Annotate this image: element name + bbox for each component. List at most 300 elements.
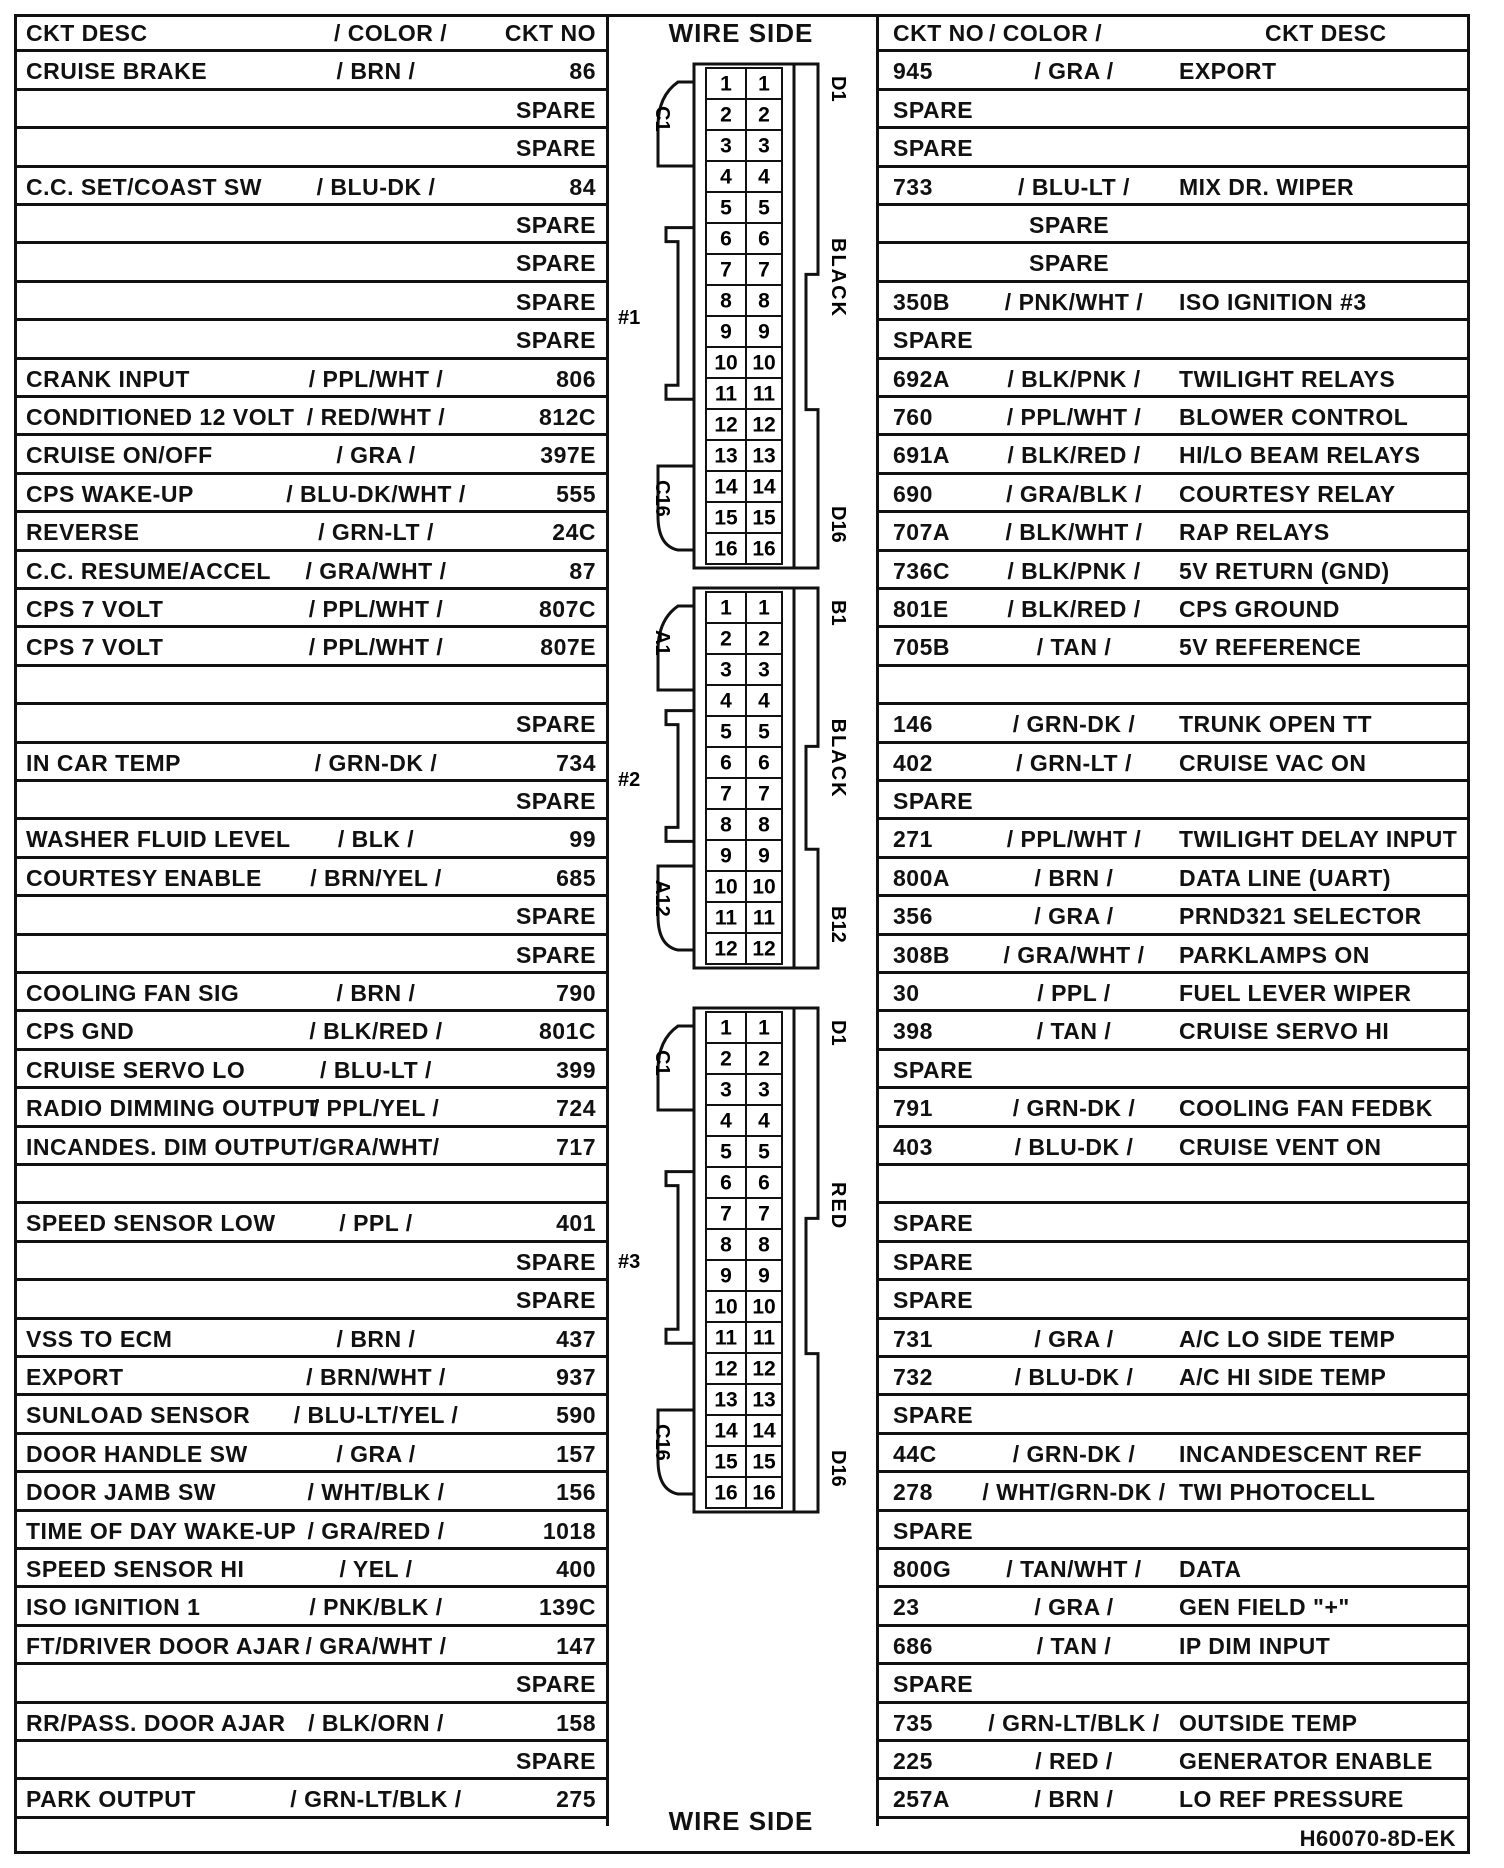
left-circuit-desc: DOOR JAMB SW [26,1479,216,1506]
right-row-44 [879,1704,1467,1742]
left-circuit-desc: PARK OUTPUT [26,1786,196,1813]
right-circuit-number: 271 [893,826,933,853]
right-row-20 [879,782,1467,820]
pin-number: 7 [720,782,732,806]
pin-number: 15 [752,506,776,530]
right-row-3 [879,129,1467,167]
left-circuit-desc: CONDITIONED 12 VOLT [26,404,295,430]
right-row-7 [879,283,1467,321]
pin-number: 8 [758,813,770,837]
left-circuit-desc: REVERSE [26,519,140,546]
right-circuit-number: 705B [893,634,950,661]
right-circuit-number: 30 [893,980,920,1006]
right-circuit-desc: BLOWER CONTROL [1179,404,1409,430]
pin-number: 12 [714,937,738,961]
right-spare-label: SPARE [1029,212,1110,238]
right-circuit-desc: CPS GROUND [1179,596,1340,622]
right-wire-color: / PPL / [1037,980,1111,1006]
right-circuit-number: 735 [893,1709,933,1736]
right-circuit-desc: DATA [1179,1556,1242,1582]
left-spare-label: SPARE [515,327,596,354]
right-wire-color: / GRA / [1034,903,1114,930]
cavity-label-bottom-left: C16 [651,1424,673,1461]
left-circuit-desc: COURTESY ENABLE [26,864,262,891]
left-circuit-desc: IN CAR TEMP [26,749,181,776]
left-wire-color: / BLK / [337,826,415,853]
cavity-label-bottom-right: D16 [827,1450,849,1487]
right-wire-color: / PPL/WHT / [1006,404,1142,430]
right-spare-label: SPARE [893,1671,974,1698]
left-row-25 [14,974,606,1012]
right-header-ckt: CKT NO [893,20,985,46]
left-wire-color: / GRN-LT / [318,519,434,546]
left-spare-label: SPARE [515,1287,596,1314]
right-row-37 [879,1435,1467,1473]
left-spare-label: SPARE [515,903,596,930]
pin-number: 9 [758,1264,770,1288]
left-wire-color: / GRA/WHT / [305,1632,447,1659]
right-circuit-number: 732 [893,1364,933,1390]
left-circuit-number: 147 [556,1632,596,1659]
pin-number: 11 [752,1326,776,1350]
right-row-34 [879,1320,1467,1358]
right-wire-color: / BLU-LT / [1018,173,1130,200]
pin-number: 9 [758,844,770,868]
left-circuit-number: 158 [556,1709,596,1736]
left-row-28 [14,1089,606,1127]
pin-number: 7 [758,782,770,806]
left-circuit-desc: INCANDES. DIM OUTPUT [26,1133,312,1160]
left-circuit-number: 99 [569,826,596,853]
pin-number: 11 [714,1326,738,1350]
right-circuit-desc: GEN FIELD "+" [1179,1594,1350,1621]
left-spare-label: SPARE [515,250,596,277]
left-row-3 [14,129,606,167]
pin-number: 1 [720,596,732,620]
connector-key-profile [794,64,818,568]
pin-number: 7 [758,1202,770,1226]
left-pin-table [14,14,609,1826]
right-header-desc: CKT DESC [1265,20,1387,46]
left-row-23 [14,897,606,935]
left-circuit-number: 87 [569,557,596,584]
left-circuit-number: 724 [556,1095,596,1122]
right-circuit-desc: DATA LINE (UART) [1179,864,1391,891]
left-circuit-number: 812C [539,404,596,430]
left-row-10 [14,398,606,436]
left-wire-color: / GRN-LT/BLK / [290,1786,462,1813]
pin-number: 1 [758,72,770,96]
pin-number: 5 [758,196,770,220]
pin-number: 14 [714,1419,738,1443]
right-wire-color: / TAN / [1036,1018,1112,1045]
left-row-26 [14,1012,606,1050]
right-row-33 [879,1281,1467,1319]
right-spare-label: SPARE [893,788,974,814]
cavity-label-top-left: C1 [651,106,673,132]
connector-color-label: BLACK [827,238,849,318]
pin-number: 4 [720,1109,732,1133]
pin-number: 6 [758,1171,770,1195]
right-circuit-number: 692A [893,365,950,392]
pin-number: 10 [752,875,776,899]
right-circuit-number: 308B [893,941,950,968]
connector-name: #3 [618,1251,641,1273]
right-circuit-desc: CRUISE VAC ON [1179,749,1367,776]
left-wire-color: / BLU-DK / [316,173,436,200]
right-wire-color: / BLK/PNK / [1007,365,1141,392]
right-row-6 [879,244,1467,282]
pin-number: 9 [758,320,770,344]
pin-number: 1 [758,1016,770,1040]
connector-2-drawing [606,580,876,976]
right-row-32 [879,1243,1467,1281]
pin-number: 13 [752,444,776,468]
left-circuit-desc: ISO IGNITION 1 [26,1594,201,1621]
pin-number: 2 [720,627,732,651]
pin-number: 9 [720,320,732,344]
left-circuit-number: 84 [569,173,596,200]
left-wire-color: / GRA / [336,442,416,469]
left-spare-label: SPARE [515,288,596,315]
left-row-4 [14,168,606,206]
pin-number: 12 [752,937,776,961]
left-circuit-number: 139C [539,1594,596,1621]
pin-number: 7 [720,258,732,282]
right-row-39 [879,1512,1467,1550]
pin-number: 10 [714,1295,738,1319]
left-circuit-number: 807E [540,634,596,661]
right-circuit-desc: 5V REFERENCE [1179,634,1362,661]
right-circuit-desc: GENERATOR ENABLE [1179,1748,1433,1774]
left-circuit-desc: CRUISE BRAKE [26,58,208,85]
right-circuit-number: 707A [893,519,950,546]
left-row-7 [14,283,606,321]
left-row-22 [14,859,606,897]
right-circuit-desc: LO REF PRESSURE [1179,1786,1404,1813]
pin-number: 6 [720,227,732,251]
pin-number: 15 [714,506,738,530]
right-circuit-desc: TWI PHOTOCELL [1179,1479,1376,1506]
right-circuit-number: 225 [893,1748,933,1774]
right-wire-color: / PPL/WHT / [1006,826,1142,853]
left-wire-color: / BRN / [336,58,416,85]
pin-number: 2 [720,1047,732,1071]
document-code: H60070-8D-EK [1299,1826,1456,1851]
right-wire-color: / GRN-LT/BLK / [988,1709,1160,1736]
left-wire-color: / RED/WHT / [306,404,446,430]
left-circuit-number: 801C [539,1018,596,1045]
left-row-37 [14,1435,606,1473]
left-wire-color: / BLK/RED / [309,1018,443,1045]
pin-number: 13 [714,444,738,468]
right-wire-color: / BLK/RED / [1007,596,1141,622]
connector-key-profile [794,588,818,968]
right-wire-color: / TAN / [1036,634,1112,661]
connector-clip [666,1172,694,1344]
pin-number: 6 [758,751,770,775]
right-circuit-number: 686 [893,1632,933,1659]
left-circuit-number: 157 [556,1440,596,1467]
left-circuit-number: 790 [556,980,596,1006]
left-row-18 [14,705,606,743]
left-row-39 [14,1512,606,1550]
right-circuit-number: 350B [893,288,950,315]
left-spare-label: SPARE [515,941,596,968]
left-circuit-number: 401 [556,1210,596,1237]
left-circuit-desc: TIME OF DAY WAKE-UP [26,1517,297,1544]
right-spare-label: SPARE [893,1248,974,1275]
right-wire-color: / GRN-LT / [1016,749,1132,776]
pin-number: 8 [720,1233,732,1257]
right-spare-label: SPARE [893,135,974,162]
right-row-10 [879,398,1467,436]
right-wire-color: / TAN/WHT / [1006,1556,1142,1582]
pin-number: 1 [720,72,732,96]
right-circuit-number: 760 [893,404,933,430]
right-circuit-desc: OUTSIDE TEMP [1179,1709,1358,1736]
pin-number: 11 [714,382,738,406]
right-row-19 [879,744,1467,782]
right-circuit-number: 402 [893,749,933,776]
right-wire-color: / BLK/WHT / [1005,519,1143,546]
left-circuit-number: 399 [556,1056,596,1083]
pin-number: 8 [758,289,770,313]
pin-number: 16 [714,1481,738,1505]
left-row-45 [14,1742,606,1780]
pin-number: 12 [714,1357,738,1381]
right-wire-color: / GRN-DK / [1012,711,1136,738]
left-row-20 [14,782,606,820]
pin-number: 6 [720,1171,732,1195]
pin-number: 3 [758,658,770,682]
pin-number: 9 [720,844,732,868]
right-wire-color: / GRA / [1034,1325,1114,1352]
left-circuit-desc: VSS TO ECM [26,1325,173,1352]
right-row-45 [879,1742,1467,1780]
left-row-8 [14,321,606,359]
pin-number: 13 [714,1388,738,1412]
left-row-33 [14,1281,606,1319]
right-wire-color: / BLK/RED / [1007,442,1141,469]
left-circuit-desc: C.C. SET/COAST SW [26,173,262,200]
right-circuit-desc: HI/LO BEAM RELAYS [1179,442,1421,469]
left-circuit-number: 86 [569,58,596,85]
left-circuit-desc: FT/DRIVER DOOR AJAR [26,1632,301,1659]
left-row-41 [14,1588,606,1626]
left-wire-color: / YEL / [339,1556,413,1582]
right-circuit-number: 691A [893,442,950,469]
right-circuit-desc: PARKLAMPS ON [1179,941,1370,968]
pin-number: 1 [758,596,770,620]
left-row-6 [14,244,606,282]
right-circuit-desc: TWILIGHT RELAYS [1179,365,1396,392]
right-row-30 [879,1166,1467,1204]
left-row-32 [14,1243,606,1281]
pin-number: 8 [758,1233,770,1257]
left-spare-label: SPARE [515,212,596,238]
right-spare-label: SPARE [893,1402,974,1429]
right-wire-color: / WHT/GRN-DK / [982,1479,1166,1506]
pin-number: 14 [714,475,738,499]
pin-number: 4 [758,165,770,189]
right-row-17 [879,667,1467,705]
right-circuit-number: 23 [893,1594,920,1621]
left-circuit-desc: SUNLOAD SENSOR [26,1402,251,1429]
right-wire-color: / GRN-DK / [1012,1095,1136,1122]
right-spare-label: SPARE [893,1056,974,1083]
right-row-41 [879,1588,1467,1626]
right-spare-label: SPARE [1029,250,1110,277]
right-header-row [879,14,1467,52]
right-row-31 [879,1204,1467,1242]
left-circuit-desc: CPS WAKE-UP [26,480,194,507]
connector-color-label: BLACK [827,718,849,799]
right-circuit-desc: ISO IGNITION #3 [1179,288,1367,315]
pin-number: 11 [752,906,776,930]
left-row-38 [14,1473,606,1511]
left-circuit-number: 806 [556,365,596,392]
left-circuit-number: 807C [539,596,596,622]
right-circuit-number: 731 [893,1325,933,1352]
right-circuit-number: 800A [893,864,950,891]
left-wire-color: / PPL/YEL / [312,1095,440,1122]
right-spare-label: SPARE [893,96,974,123]
left-row-19 [14,744,606,782]
left-row-9 [14,360,606,398]
left-header-desc: CKT DESC [26,20,148,46]
pin-number: 3 [758,134,770,158]
pin-number: 2 [758,627,770,651]
left-spare-label: SPARE [515,711,596,738]
left-circuit-desc: RADIO DIMMING OUTPUT [26,1095,320,1122]
left-spare-label: SPARE [515,1748,596,1774]
left-row-27 [14,1051,606,1089]
wire-side-label-bottom: WIRE SIDE [668,1806,814,1836]
left-circuit-desc: SPEED SENSOR LOW [26,1210,276,1237]
right-row-24 [879,936,1467,974]
left-spare-label: SPARE [515,1671,596,1698]
left-row-34 [14,1320,606,1358]
left-row-5 [14,206,606,244]
right-row-43 [879,1665,1467,1703]
pin-number: 4 [720,165,732,189]
right-wire-color: / GRA / [1034,1594,1114,1621]
right-circuit-number: 791 [893,1095,933,1122]
right-spare-label: SPARE [893,1287,974,1314]
left-row-46 [14,1780,606,1818]
pin-number: 10 [714,875,738,899]
left-header-row [14,14,606,52]
right-circuit-desc: INCANDESCENT REF [1179,1440,1423,1467]
right-row-12 [879,475,1467,513]
pin-number: 3 [720,658,732,682]
left-wire-color: / PPL/WHT / [308,365,444,392]
pin-number: 8 [720,289,732,313]
right-circuit-number: 398 [893,1018,933,1045]
right-wire-color: / BRN / [1034,864,1114,891]
right-circuit-number: 403 [893,1133,933,1160]
left-circuit-desc: CRUISE ON/OFF [26,442,213,469]
pin-number: 12 [752,1357,776,1381]
left-wire-color: / GRA / [336,1440,416,1467]
left-header-ckt: CKT NO [504,20,596,46]
right-circuit-number: 278 [893,1479,933,1506]
right-row-23 [879,897,1467,935]
right-row-22 [879,859,1467,897]
connector-3 [606,1000,876,1520]
left-row-24 [14,936,606,974]
left-spare-label: SPARE [515,1248,596,1275]
right-circuit-desc: A/C LO SIDE TEMP [1179,1325,1396,1352]
left-row-30 [14,1166,606,1204]
left-wire-color: / BLK/ORN / [308,1709,444,1736]
left-circuit-desc: CRUISE SERVO LO [26,1056,246,1083]
right-circuit-number: 356 [893,903,933,930]
left-circuit-number: 590 [556,1402,596,1429]
left-wire-color: / PPL / [339,1210,413,1237]
right-wire-color: / GRA/BLK / [1006,480,1142,507]
right-row-26 [879,1012,1467,1050]
left-row-14 [14,552,606,590]
pin-number: 7 [758,258,770,282]
pin-number: 4 [720,689,732,713]
left-header-color: / COLOR / [334,20,448,46]
pin-number: 6 [758,227,770,251]
left-spare-label: SPARE [515,135,596,162]
left-row-36 [14,1396,606,1434]
left-circuit-desc: SPEED SENSOR HI [26,1556,245,1582]
pin-number: 5 [758,1140,770,1164]
right-wire-color: / GRN-DK / [1012,1440,1136,1467]
pin-number: 8 [720,813,732,837]
pin-number: 11 [714,906,738,930]
right-spare-label: SPARE [893,327,974,354]
left-wire-color: / BRN/YEL / [310,864,442,891]
left-wire-color: / PNK/BLK / [309,1594,443,1621]
pin-number: 11 [752,382,776,406]
connector-color-label: RED [827,1182,849,1231]
left-circuit-number: 156 [556,1479,596,1506]
connector-clip [666,228,694,400]
left-row-15 [14,590,606,628]
left-circuit-desc: RR/PASS. DOOR AJAR [26,1709,286,1736]
right-circuit-number: 736C [893,557,950,584]
connector-1 [606,56,876,576]
right-circuit-number: 146 [893,711,933,738]
right-wire-color: / BRN / [1034,1786,1114,1813]
left-wire-color: / BRN/WHT / [306,1364,446,1390]
right-wire-color: / BLU-DK / [1014,1133,1134,1160]
right-row-28 [879,1089,1467,1127]
pin-number: 12 [714,413,738,437]
right-circuit-number: 690 [893,480,933,507]
right-row-21 [879,820,1467,858]
right-row-16 [879,628,1467,666]
left-circuit-desc: CPS 7 VOLT [26,596,164,622]
right-circuit-desc: MIX DR. WIPER [1179,173,1355,200]
left-spare-label: SPARE [515,788,596,814]
right-circuit-desc: IP DIM INPUT [1179,1632,1331,1659]
pin-number: 5 [720,196,732,220]
right-spare-label: SPARE [893,1210,974,1237]
right-wire-color: / TAN / [1036,1632,1112,1659]
pin-number: 2 [758,1047,770,1071]
left-circuit-number: 1018 [542,1517,596,1544]
cavity-label-top-right: B1 [827,600,849,626]
right-row-2 [879,91,1467,129]
left-row-35 [14,1358,606,1396]
